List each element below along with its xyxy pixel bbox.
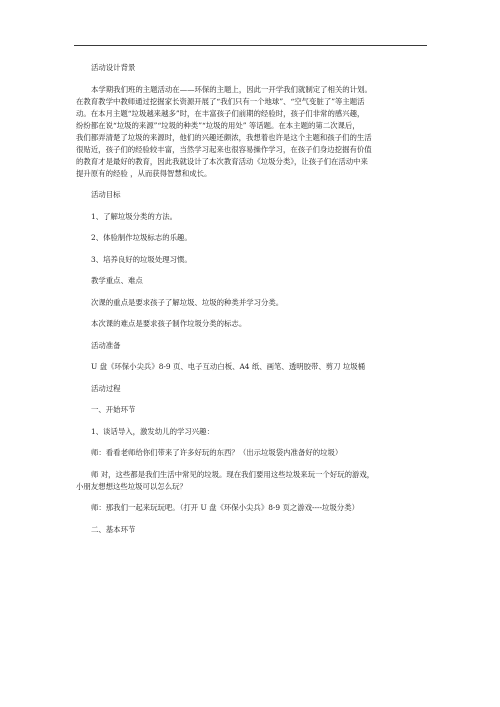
- background-line: 提升原有的经验 ，从而获得智慧和成长。: [76, 168, 212, 178]
- background-line: 本学期我们班的主题活动在——环保的主题上，因此一开学我们就制定了相关的计划。: [91, 84, 372, 94]
- goal-item: 2、体验制作垃圾标志的乐趣。: [91, 233, 192, 242]
- teacher-line-2-part: 小朋友想想这些垃圾可以怎么玩？: [76, 481, 187, 491]
- teacher-line-2: [76, 469, 428, 493]
- heading-prep: 活动准备: [91, 340, 121, 350]
- teacher-line-3: 师：那我们一起来玩玩吧。（打开 U 盘《环保小尖兵》8-9 页之游戏----垃圾分类）: [91, 503, 359, 512]
- background-line: 我们都弄清楚了垃圾的来源时，他们的兴趣还颇浓，我想着也许是这个主题和孩子们的生活: [76, 132, 372, 142]
- background-line: 动。在本月主题“垃圾越来越多”时，在丰富孩子们前期的经验时，孩子们非常的感兴趣，: [76, 108, 365, 118]
- heading-background: 活动设计背景: [91, 63, 136, 72]
- goal-item: 3、培养良好的垃圾处理习惯。: [91, 254, 192, 264]
- heading-goals: 活动目标: [91, 190, 121, 199]
- heading-process: 活动过程: [91, 383, 121, 393]
- background-line: 很贴近，孩子们的经验较丰富，当然学习起来也很容易操作学习，在孩子们身边挖掘有价值: [76, 144, 372, 154]
- keypoint-text: 次课的重点是要求孩子了解垃圾、垃圾的种类并学习分类。: [91, 297, 284, 307]
- section-start: 一、开始环节: [91, 405, 136, 414]
- header-rule: [74, 45, 427, 46]
- teacher-line-1: 师：看看老师给你们带来了许多好玩的东西？（出示垃圾袋内准备好的垃圾）: [91, 448, 343, 457]
- goal-item: 1、了解垃圾分类的方法。: [91, 211, 178, 221]
- prep-text: U 盘《环保小尖兵》8-9 页、电子互动白板、A4 纸、画笔、透明胶带、剪刀 垃圾桶: [91, 362, 366, 371]
- difficulty-text: 本次课的难点是要求孩子制作垃圾分类的标志。: [91, 319, 247, 328]
- background-line: 的教育才是最好的教育，因此我就设计了本次教育活动《垃圾分类》，让孩子们在活动中来: [76, 156, 368, 166]
- step-1: 1、谈话导入，激发幼儿的学习兴趣：: [91, 426, 214, 436]
- heading-keypoints: 教学重点、难点: [91, 276, 143, 285]
- background-line: 纷纷都在说“垃圾的来源”“垃圾的种类”“垃圾的用处” 等话题。在本主题的第二次课后，: [76, 120, 360, 130]
- background-paragraph: [76, 84, 428, 180]
- section-basic: 二、基本环节: [91, 524, 136, 534]
- teacher-line-2-part: 师 对，这些都是我们生活中常见的垃圾。现在我们要用这些垃圾来玩一个好玩的游戏，: [91, 469, 375, 479]
- document-body: [76, 62, 428, 545]
- background-line: 在教育教学中教师通过挖掘家长资源开展了“我们只有一个地球”、“空气变脏了”等主题活: [76, 96, 365, 106]
